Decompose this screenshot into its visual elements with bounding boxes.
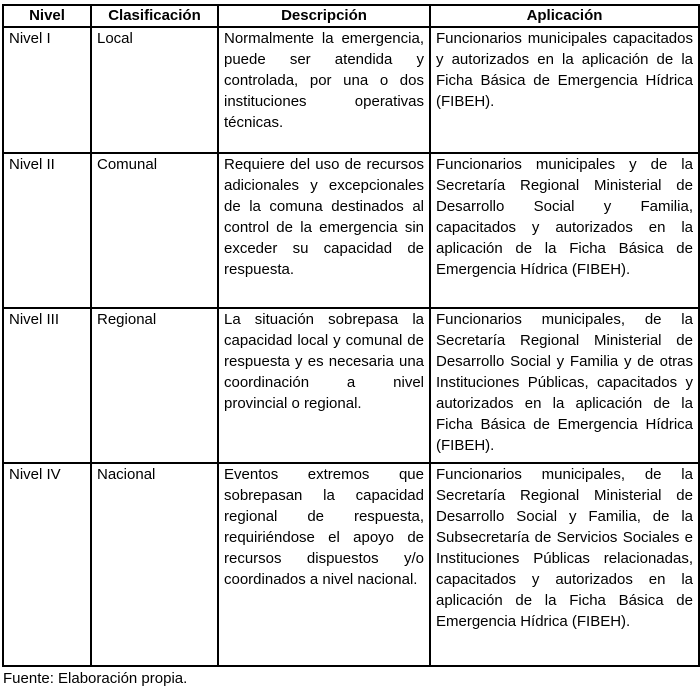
cell-descripcion: Requiere del uso de recursos adicionales y excepcionales de la comuna destinados al control de la emergencia sin exceder su capacidad de respuesta.	[218, 153, 430, 308]
header-cell-descripcion: Descripción	[218, 5, 430, 27]
header-cell-clasificacion: Clasificación	[91, 5, 218, 27]
emergency-levels-table	[2, 4, 700, 667]
cell-descripcion: La situación sobrepasa la capacidad local y comunal de respuesta y es necesaria una coordinación a nivel provincial o regional.	[218, 308, 430, 463]
cell-aplicacion: Funcionarios municipales capacitados y autorizados en la aplicación de la Ficha Básica de Emergencia Hídrica (FIBEH).	[430, 27, 699, 153]
header-row	[3, 5, 699, 27]
cell-clasificacion: Regional	[91, 308, 218, 463]
table-row-nivel-2	[3, 153, 699, 308]
cell-clasificacion: Comunal	[91, 153, 218, 308]
cell-nivel: Nivel II	[3, 153, 91, 308]
cell-clasificacion: Local	[91, 27, 218, 153]
table-row-nivel-1	[3, 27, 699, 153]
cell-nivel: Nivel I	[3, 27, 91, 153]
source-note: Fuente: Elaboración propia.	[3, 670, 188, 687]
cell-clasificacion: Nacional	[91, 463, 218, 666]
cell-descripcion: Eventos extremos que sobrepasan la capacidad regional de respuesta, requiriéndose el apoyo de recursos dispuestos y/o coordinados a nivel nacional.	[218, 463, 430, 666]
table-row-nivel-4	[3, 463, 699, 666]
cell-nivel: Nivel III	[3, 308, 91, 463]
cell-nivel: Nivel IV	[3, 463, 91, 666]
cell-aplicacion: Funcionarios municipales, de la Secretaría Regional Ministerial de Desarrollo Social y Familia y de otras Instituciones Públicas, capacitados y autorizados en la aplicación de la Ficha Básica de Emergencia Hídrica (FIBEH).	[430, 308, 699, 463]
cell-aplicacion: Funcionarios municipales y de la Secretaría Regional Ministerial de Desarrollo Social y Familia, capacitados y autorizados en la aplicación de la Ficha Básica de Emergencia Hídrica (FIBEH).	[430, 153, 699, 308]
table-row-nivel-3	[3, 308, 699, 463]
cell-descripcion: Normalmente la emergencia, puede ser atendida y controlada, por una o dos instituciones operativas técnicas.	[218, 27, 430, 153]
cell-aplicacion: Funcionarios municipales, de la Secretaría Regional Ministerial de Desarrollo Social y Familia, de la Subsecretaría de Servicios Sociales e Instituciones Públicas relacionadas, capacitados y autorizados en la aplicación de la Ficha Básica de Emergencia Hídrica (FIBEH).	[430, 463, 699, 666]
header-cell-aplicacion: Aplicación	[430, 5, 699, 27]
header-cell-nivel: Nivel	[3, 5, 91, 27]
